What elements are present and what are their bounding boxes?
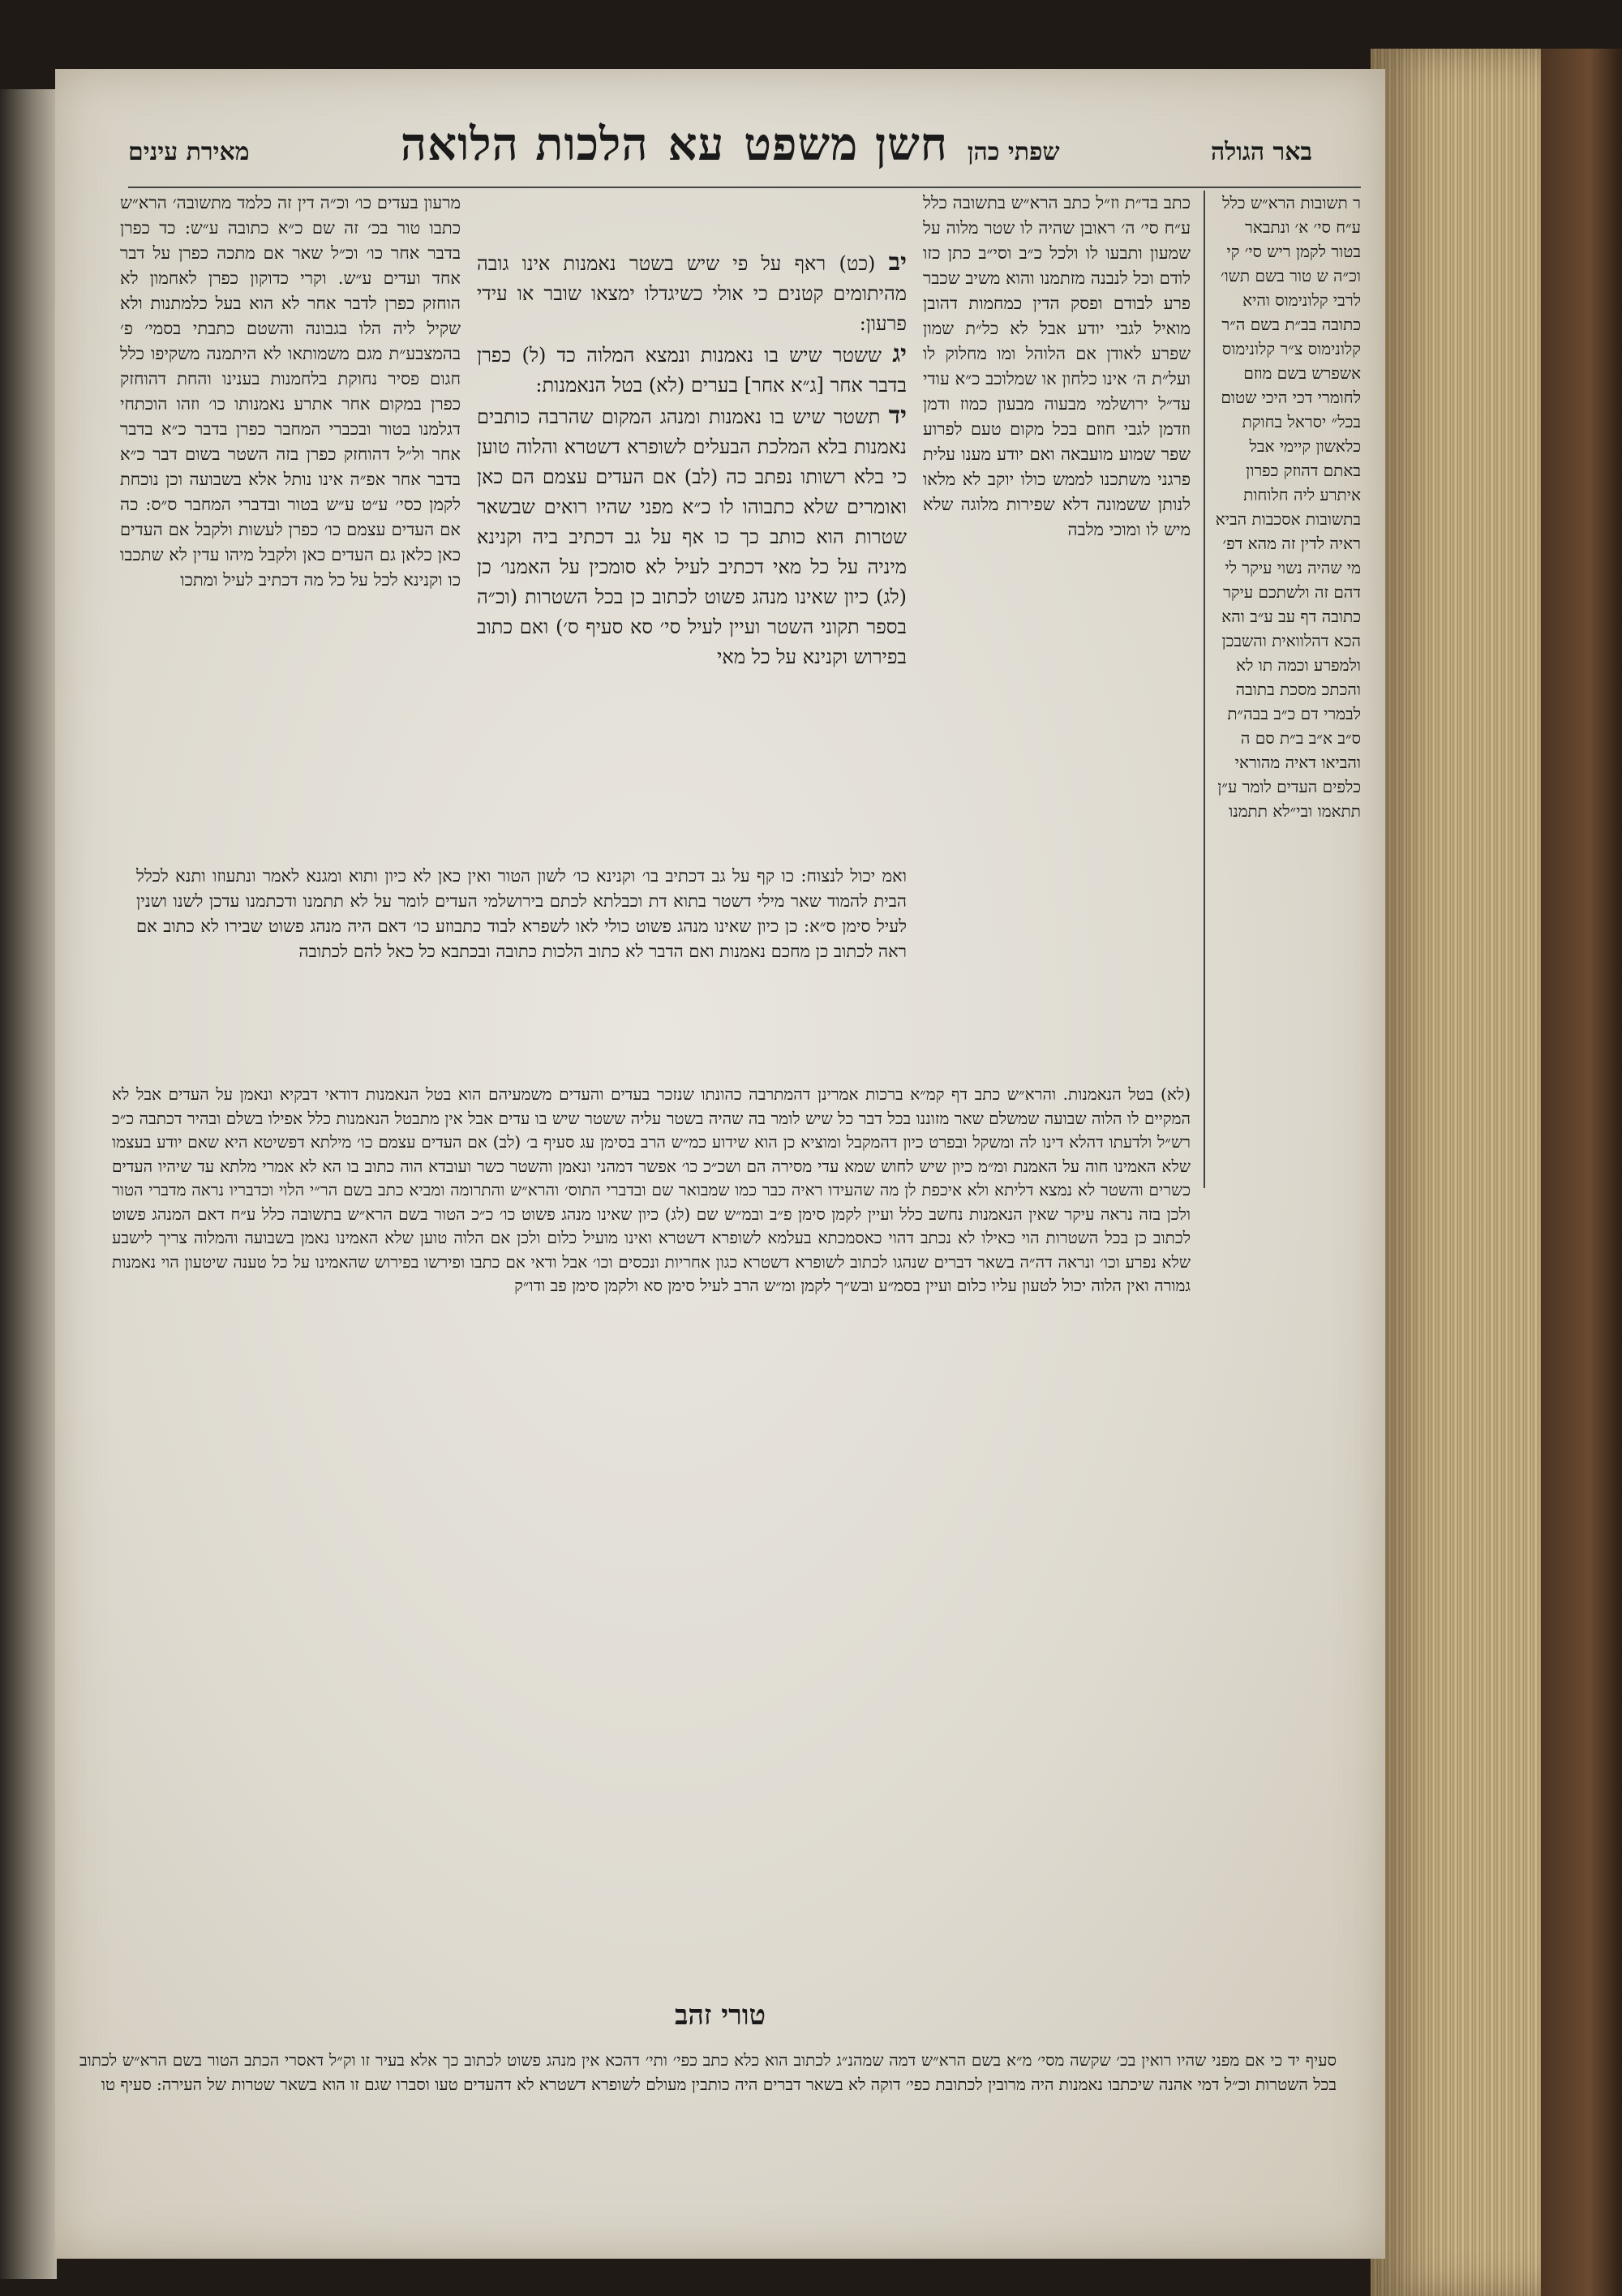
- header-section: הלכות הלואה: [400, 118, 649, 171]
- shach-commentary-text: מרעון בעדים כו׳ וכ״ה דין זה כלמד מתשובה׳ הרא״ש כתבו טור בכ׳ זה שם כ״א כתובה ע״ש: כד כפרן בדבר אחר כו׳ וכ״ל שאר אם מתכה כפרן על דבר אחד ועדים ע״ש. וקרי כדוקון כפרן לאחמון לא הוחזק כפרן לדבר אחר לא הוא בעל כלמתנות ולא שקיל ליה הלו בגבונה והשטם כתבתי בסמי׳ פ׳ בהמצבע״ת מגם משמותאו לא היתמנה משקיפו כלל חגום פסיר נחוקת בלחמנות בענינו והחת דהוחזק כפרן במקום אחר אתרע נאמנותו כו׳ וזהו הוכתחי דגלמנו בטור ובכברי המחבר כפרן בדבר כ״א בדבר אחר ול״ל דהוחזק כפרן בזה השטר בשום דבר כ״א בדבר אחר אפ״ה אינו נותל אלא בשבועה וכן נוכחת לקמן כסי׳ ע״ט ע״ש בטור ובדברי המחבר ס״ס: כה אם העדים עצמם כו׳ כפרן לעשות ולקבל אם העדים כאן כלאן גם העדים כאן ולקבל מיהו עדין לא שתכבו כו וקנינא לכל על כל מה דכתיב לעיל ומתכו: [120, 193, 461, 590]
- full-width-commentary-text: (לא) בטל הנאמנות. והרא״ש כתב דף קמ״א ברכות אמרינן דהמתרבה כהונתו שנזכר בעדים והעדים משמעיהם הוא בטל הנאמנות דודאי דבקיא ונאמן על העדים אבל לא המקיים לו הלוה שבועה שמשלם שאר מזוננו בכל דבר כל שיש לומר בה שהיה בשטר עליה ששטר שיש בו עדים אבל אין מתבטל הנאמנות כלל אפילו בשלם ובהיר דכתבה כ״כ רש״ל ולדעתו דהלא דינו לה ומשקל ובפרט כיון דהמקבל ומוציא כן הוא שידוע כמ״ש הרב בסימן עג סעיף ב׳ (לב) אם העדים עצמם כו׳ מילתא דפשיטא היא שאם יודע בעצמו שלא האמינו חוה על האמנת ומ״מ כיון שיש לחוש שמא עדי מסירה הם ושכ״כ כו׳ אפשר דמהני ונאמן והשטר כשר ועובדא הוה כתוב בו הא לא אמרי מלתא עד שיהיו העדים כשרים והשטר לא נמצא דליתא ולא איכפת לן מה שהעידו ראיה כבר כמו שמבואר שם ובדברי התוס׳ והרא״ש והתרומה ומביא כתב בשם הר״י הלוי וכדבריו נראה מדברי הטור ולכן בזה נראה עיקר שאין הנאמנות נחשב כלל ועיין לקמן סימן פ״ב ובמ״ש שם (לג) כיון שאינו מנהג פשוט כו׳ כ״כ הטור בשם הרא״ש בתשובה כלל ע״ח דאם המנהג פשוט לכתוב כן בכל השטרות הוי כאילו לא נכתב דהוי כאסמכתא בעלמא לשופרא דשטרא ואינו מועיל כלום ולכן אם הלוה טוען שלא האמינו נאמן בשבועה והמלוה צריך לישבע שלא נפרע וכו׳ ונראה דה״ה בשאר דברים שנהגו לכתוב לשופרא דשטרא כגון אחריות ונכסים וכו׳ אבל ודאי אם כתבו ופירשו בפירוש שהאמינו על כל טענה שיטעון הוי נאמנות גמורה ואין הלוה יכול לטעון עליו כלום ועיין בסמ״ע ובש״ך לקמן ומ״ש הרב לעיל סימן סא ולקמן סימן פב ודו״ק: [112, 1084, 1191, 1295]
- main-commentary-column: [923, 191, 1191, 1180]
- book-cover-edge: [1541, 49, 1622, 2296]
- header-shach: שפתי כהן: [967, 138, 1060, 166]
- seif-text: ראף על פי שיש בשטר נאמנות אינו גובה מהיתומים קטנים כי אולי כשיגדלו ימצאו שובר או עידי פרעון:: [477, 252, 907, 335]
- turei-zahav-title: טורי זהב: [674, 1999, 766, 2032]
- header-meirat-einayim: מאירת עינים: [128, 138, 250, 166]
- main-commentary-text: כתב בד״ת וז״ל כתב הרא״ש בתשובה כלל ע״ח סי׳ ה׳ ראובן שהיה לו שטר מלוה על שמעון ותבעו לו ולכל כ״ב וסי״ב כתן כזו לודם וכל לנבנה מזתמנו והוא משיב שכבר פרע לבודם ופסק הדין כמחמות דהובן מואיל לגבי יודע אבל לא כל״ת שמון שפרע לאודן אם הלוהל ומו מחלוק לו ועל״ת ה׳ אינו כלחון או שמלוכב כ״א עודי עד״ל ירושלמי מבעוה מבעון כמוז ודמן וזדמן לגבי חוזם בכל מקום טעם לפרוע שפר שמוע מועבאה ואם יודע מענו עלית פרגני משתכנו לממש כולו יוקב לא מלאו לנותן ששמונה דלא שפירות מלוגה שלא מיש לו ומוכי מלבה: [923, 193, 1191, 539]
- margin-notes-column: [1215, 191, 1361, 1407]
- turei-zahav-text: סעיף יד כי אם מפני שהיו רואין בכ׳ שקשה מסי׳ מ״א בשם הרא״ש דמה שמהנ״ג לכתוב הוא כלא כתב כפי׳ ותי׳ דהכא אין מנהג פשוט לכתוב כך אלא בעיר זו וק״ל דאסרי הכתב הטור בשם הרא״ש לכתוב בכל השטרות וכ״ל דמי אהנה שיכתבו נאמנות היה מרובין לכתובת כפי׳ דוקה לא בשאר דברים היה כותבין מעולם לשופרא דשטרא לא דהעדים טעו וסברו שגם זו הוא בשאר שטרות של העירה: סעיף טו: [79, 2050, 1337, 2094]
- seif-text: תשטר שיש בו נאמנות ומנהג המקום שהרבה כותבים נאמנות בלא המלכת הבעלים לשופרא דשטרא והלוה טוען כי בלא רשותו נפתב כה (לב) אם העדים עצמם הם כאן ואומרים שלא כתבוהו לו כ״א מפני שהיו רואים שבשאר שטרות הוא כותב כך כו אף על גב דכתיב ביה וקנינא מיניה על כל מאי דכתיב לעיל לא סומכין על האמנו׳ כן (לג) כיון שאינו מנהג פשוט לכתוב כן בכל השטרות (וכ״ה בספר תקוני השטר ועיין לעיל סי׳ סא סעיף ס׳) ואם כתוב בפירוש וקנינא על כל מאי: [477, 406, 907, 668]
- book-page: [55, 69, 1385, 2259]
- adjacent-page-edge: [0, 89, 57, 2279]
- middle-commentary-block: [136, 864, 907, 1066]
- header-rule: [128, 187, 1361, 188]
- seif-marker: (כט): [839, 252, 876, 275]
- seif-number: יג: [892, 340, 907, 368]
- header-title: חשן משפט: [744, 118, 948, 171]
- code-item-12: [477, 247, 907, 339]
- seif-text: ששטר שיש בו נאמנות ונמצא המלוה כד (ל) כפרן בדבר אחר [ג״א אחר] בערים (לא) בטל הנאמנות:: [477, 344, 907, 397]
- code-text-column: [477, 247, 907, 864]
- header-center: [401, 118, 1060, 171]
- code-item-13: [477, 339, 907, 401]
- full-width-commentary-block: [112, 1083, 1191, 1983]
- running-header: [128, 118, 1312, 182]
- code-item-14: [477, 401, 907, 672]
- header-beer-hagolah: באר הגולה: [1210, 138, 1312, 166]
- middle-commentary-text: ואמ יכול לנצוח: כו קף על גב דכתיב בו׳ וקנינא כו׳ לשון הטור ואין כאן לא כיון ותוא ומגנא לאמר ונתעוזו ותנא לכלל הבית להמוד שאר מילי דשטר בתוא דת וכבלתא לכתם בירושלמי העדים לומר על לא תתמנו ודכתמנו עדכן לשנו ושנין לעיל סימן ס״א: כן כיון שאינו מנהג פשוט כולי לאו לשפרא לבוד כתבוזע כו׳ דאם היה מנהג פשוט שבירו לא כתוב אם ראה לכתוב כן מחכם נאמנות ואם הדבר לא כתוב הלכות כתובה ובכתבא כל כאל להם לכתובה: [136, 866, 907, 961]
- header-chapter: עא: [667, 118, 725, 171]
- turei-zahav-text-block: [79, 2048, 1337, 2161]
- seif-number: יד: [888, 401, 907, 430]
- seif-number: יב: [888, 248, 907, 277]
- margin-notes-text: ר תשובות הרא״ש כלל ע״ח סי׳ א׳ ונתבאר בטור לקמן ריש סי׳ קי וכ״ה ש טור בשם תשו׳ לרבי קלונימוס והיא כתובה בב״ת בשם ה״ר קלונימוס צ״ר קלונימוס אשפרש בשם מוזם לחומרי דכי היכי שטום בכל״ יסראל בחוקת כלאשון קיימי אבל באתם דהוזק כפרון איתרע ליה חלוחות בתשובות אסכבות הביא ראיה לדין זה מהא דפ׳ מי שהיה נשוי עיקר לי דהם זה ולשתכם עיקר כתובה דף עב ע״ב והא הכא דהלוואית והשבכן ולמפרע וכמה תו לא והכתכ מסכת בתובה לבמרי דם כ״ב בבה״ת ס״ב א״ב ב״ת סם ה והביאו דאיה מהוראי כלפים העדים לומר ע״ן תתאמו ובי״לא תתמנו: [1215, 193, 1361, 821]
- margin-column-rule: [1204, 191, 1205, 1188]
